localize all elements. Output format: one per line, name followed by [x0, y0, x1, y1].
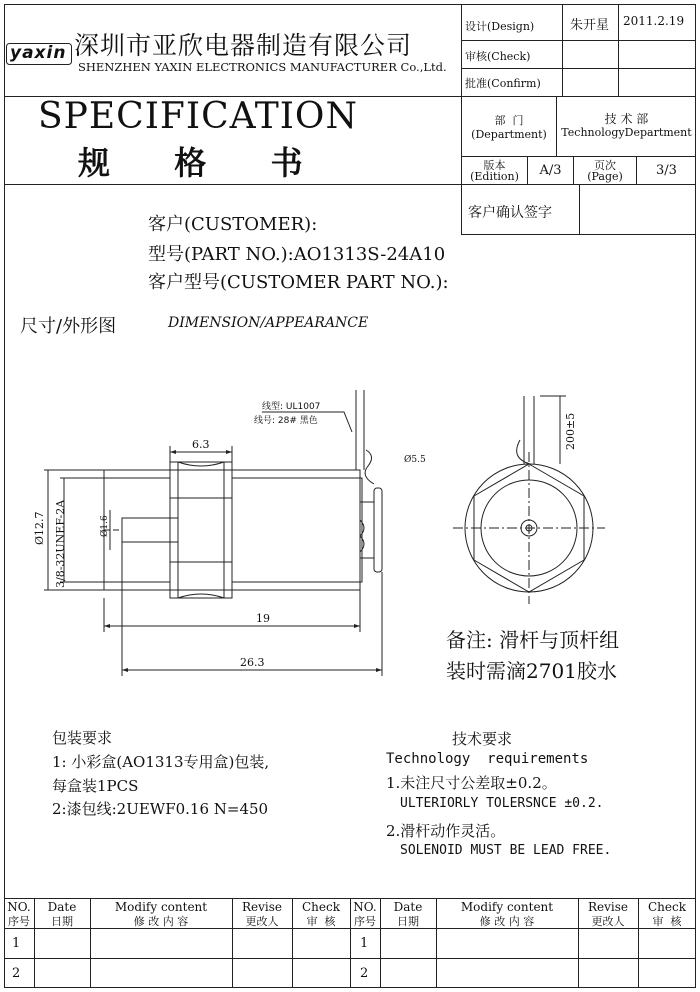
dim-thread-label: 3/8-32UNEF-2A [54, 499, 67, 588]
packaging-line-1: 1: 小彩盒(AO1313专用盒)包装, [52, 753, 270, 771]
header-revise-cn: 更改人 [245, 915, 279, 928]
header-no-cn: 序号 [8, 915, 30, 928]
logo-text: yaxin [10, 43, 67, 63]
dim-1-6-label: Ø1.6 [100, 515, 110, 537]
header-no: NO. [7, 900, 31, 914]
header-no-2: NO. [353, 900, 377, 914]
header-check-cn-2: 审 核 [652, 915, 682, 928]
header-revise-cn-2: 更改人 [591, 915, 625, 928]
dim-6-3-label: 6.3 [192, 438, 210, 451]
note-line-2: 装时需滴2701胶水 [446, 659, 617, 683]
header-date-2: Date [393, 900, 423, 914]
spec-title-cn: 规 格 书 [78, 144, 317, 182]
header-no-cn-2: 序号 [354, 915, 376, 928]
dimension-title-en: DIMENSION/APPEARANCE [168, 315, 369, 331]
dim-12-7-label: Ø12.7 [33, 511, 46, 545]
confirm-label: 批准(Confirm) [465, 77, 541, 90]
edition-label-en: (Edition) [470, 170, 519, 183]
wire-number-label: 线号: 28# 黑色 [254, 416, 318, 426]
header-modify: Modify content [114, 900, 208, 914]
design-name: 朱开星 [570, 18, 610, 33]
page-value: 3/3 [656, 163, 677, 178]
dim-200-label: 200±5 [564, 412, 577, 450]
department-label-en: (Department) [471, 128, 547, 141]
tech-item-2-en: SOLENOID MUST BE LEAD FREE. [400, 843, 612, 858]
tech-item-1-cn: 1.未注尺寸公差取±0.2。 [386, 774, 557, 792]
tech-title: 技术要求 [452, 730, 513, 748]
page-label-en: (Page) [587, 170, 623, 183]
department-value-cn: 技 术 部 [604, 112, 649, 126]
customer-confirm-label: 客户确认签字 [468, 205, 552, 221]
row-2-no-2: 2 [360, 966, 369, 981]
dim-5-5-label: Ø5.5 [404, 455, 426, 465]
tech-item-1-en: ULTERIORLY TOLERSNCE ±0.2. [400, 796, 604, 811]
dimension-title-cn: 尺寸/外形图 [20, 316, 117, 337]
tech-item-2-cn: 2.滑杆动作灵活。 [386, 822, 506, 840]
header-modify-2: Modify content [460, 900, 554, 914]
row-2-no: 2 [12, 966, 21, 981]
header-modify-cn: 修 改 内 容 [133, 915, 189, 928]
header-check: Check [301, 900, 340, 914]
customer-line: 客户(CUSTOMER): [148, 214, 318, 235]
header-check-cn: 审 核 [306, 915, 336, 928]
part-no-line: 型号(PART NO.):AO1313S-24A10 [148, 244, 446, 265]
edition-label-cn: 版本 [483, 159, 506, 172]
header-date: Date [47, 900, 77, 914]
page-label-cn: 页次 [594, 159, 616, 172]
header-check-2: Check [647, 900, 686, 914]
spec-title-en: SPECIFICATION [38, 96, 358, 137]
packaging-line-3: 2:漆包线:2UEWF0.16 N=450 [52, 800, 269, 818]
wire-type-label: 线型: UL1007 [262, 402, 321, 412]
header-modify-cn-2: 修 改 内 容 [479, 915, 535, 928]
dim-19-label: 19 [256, 612, 270, 625]
packaging-title: 包装要求 [52, 729, 113, 747]
dim-26-3-label: 26.3 [240, 656, 265, 669]
customer-part-line: 客户型号(CUSTOMER PART NO.): [148, 272, 449, 293]
header-date-cn-2: 日期 [397, 915, 419, 928]
design-label: 设计(Design) [465, 20, 535, 33]
company-name-en: SHENZHEN YAXIN ELECTRONICS MANUFACTURER Co.,Ltd. [78, 60, 447, 74]
packaging-line-2: 每盒装1PCS [52, 777, 139, 795]
note-line-1: 备注: 滑杆与顶杆组 [446, 628, 620, 652]
design-date: 2011.2.19 [623, 14, 685, 28]
hex-nut-outline [170, 462, 232, 598]
department-label-cn: 部 门 [494, 114, 524, 127]
header-revise-2: Revise [587, 900, 628, 914]
row-1-no-2: 1 [360, 936, 369, 951]
header-date-cn: 日期 [51, 915, 73, 928]
tech-subtitle: Technology requirements [386, 751, 589, 767]
header-revise: Revise [241, 900, 282, 914]
department-value-en: TechnologyDepartment [561, 126, 692, 139]
edition-value: A/3 [539, 163, 562, 178]
company-name-cn: 深圳市亚欣电器制造有限公司 [74, 31, 413, 60]
check-label: 审核(Check) [465, 50, 531, 63]
row-1-no: 1 [12, 936, 21, 951]
